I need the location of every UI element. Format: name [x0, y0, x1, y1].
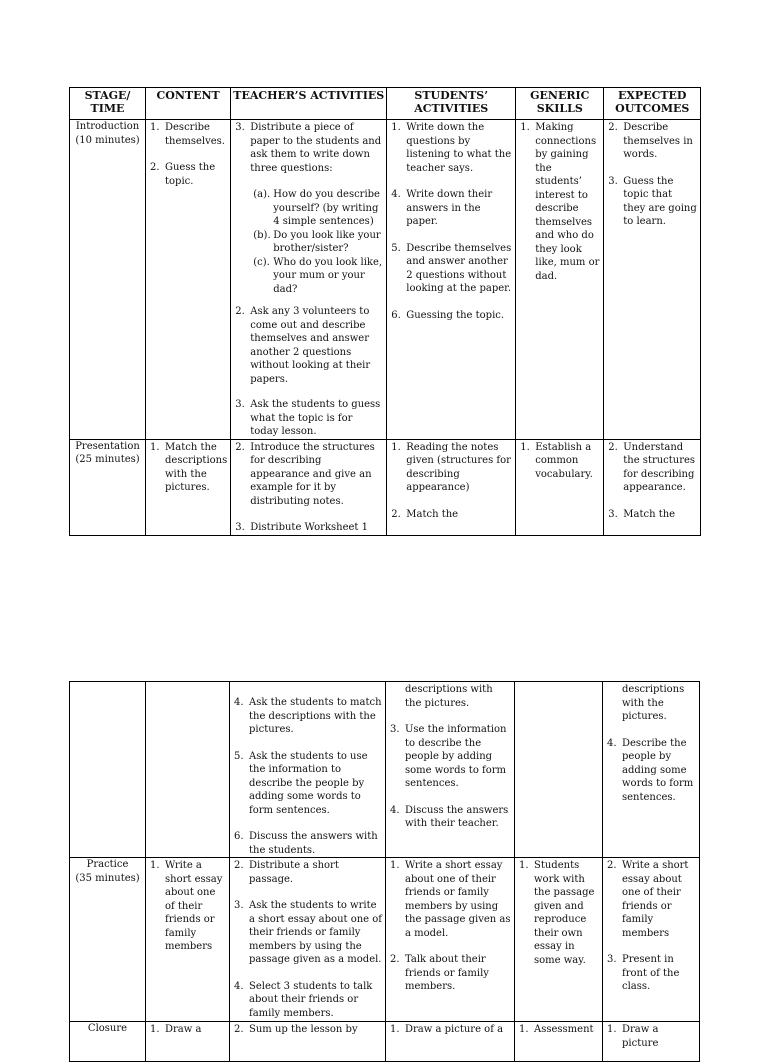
header-students: STUDENTS’ ACTIVITIES [387, 88, 516, 120]
list-item: 1. Assessment [519, 1024, 594, 1035]
continuation-stage [70, 682, 146, 858]
presentation-students [387, 439, 516, 535]
list-item: 2. Distribute a short passage. [234, 860, 339, 885]
list-item: 2. Write a short essay about one of their friends or family members [607, 860, 689, 939]
header-row [70, 88, 701, 120]
closure-students [386, 1022, 515, 1062]
continuation-content [146, 682, 230, 858]
list-item: 6. Discuss the answers with the students. [234, 831, 378, 856]
list-item: 2. Sum up the lesson by [234, 1024, 358, 1035]
closure-row [70, 1022, 700, 1062]
list-item: 5. Describe themselves and answer another 2 questions without looking at the paper. [391, 242, 512, 294]
list-item: 1. Draw a picture [607, 1024, 659, 1049]
list-item: 1. Describe themselves. [150, 122, 225, 147]
practice-teacher [230, 858, 386, 1022]
list-item: 6. Guessing the topic. [391, 309, 505, 321]
students-lead-text: descriptions with the pictures. [405, 684, 493, 709]
list-item: 3. Present in front of the class. [607, 954, 680, 992]
list-item: 3. Ask the students to write a short essay about one of their friends or family members by using the passage given as a model. [234, 900, 382, 965]
intro-students [387, 120, 516, 440]
list-item: 2. Ask any 3 volunteers to come out and describe themselves and answer another 2 questions without looking at their papers. [235, 306, 371, 385]
header-generic: GENERIC SKILLS [516, 88, 604, 120]
list-item: 5. Ask the students to use the information to describe the people by adding some words to form sentences. [234, 750, 368, 816]
outcomes-lead-text: descriptions with the pictures. [622, 684, 685, 722]
list-item: 1. Write a short essay about one of their friends or family members [150, 860, 223, 952]
intro-stage: Introduction (10 minutes) [70, 120, 146, 440]
intro-outcomes [604, 120, 701, 440]
closure-teacher [230, 1022, 386, 1062]
header-outcomes: EXPECTED OUTCOMES [604, 88, 701, 120]
list-item: 3. Guess the topic that they are going to learn. [608, 175, 697, 227]
closure-generic [515, 1022, 603, 1062]
presentation-row [70, 439, 701, 535]
intro-row [70, 120, 701, 440]
list-item: 1. Establish a common vocabulary. [520, 441, 593, 480]
presentation-content [146, 439, 231, 535]
practice-generic [515, 858, 603, 1022]
list-item: 2. Match the [391, 508, 459, 520]
list-item: 1. Making connections by gaining the students’ interest to describe themselves and who do they look like, mum or dad. [520, 122, 600, 282]
list-item: 2. Describe themselves in words. [608, 122, 693, 160]
list-item: (a). How do you describe yourself? (by writing 4 simple sentences) [253, 189, 380, 227]
list-item: 3. Ask the students to guess what the topic is for today lesson. [235, 399, 381, 437]
header-stage: STAGE/ TIME [70, 88, 146, 120]
practice-stage: Practice (35 minutes) [70, 858, 146, 1022]
list-item: (b). Do you look like your brother/sister? [253, 229, 381, 254]
list-item: 2. Understand the structures for describing appearance. [608, 441, 696, 493]
list-item: 2. Guess the topic. [150, 162, 216, 187]
lesson-plan-table-page-2 [69, 681, 700, 1062]
continuation-teacher [230, 682, 386, 858]
list-item: 4. Select 3 students to talk about their friends or family members. [234, 980, 373, 1019]
list-item: 2. Talk about their friends or family members. [390, 954, 489, 992]
presentation-outcomes [604, 439, 701, 535]
list-item: 4. Write down their answers in the paper. [391, 189, 493, 227]
continuation-outcomes [603, 682, 700, 858]
list-item: 1. Write a short essay about one of their friends or family members by using the passage given as a model. [390, 860, 511, 939]
list-item: 3. Match the [608, 508, 676, 520]
list-item: 3. Distribute Worksheet 1 [235, 522, 368, 533]
header-content: CONTENT [146, 88, 231, 120]
practice-content [146, 858, 230, 1022]
list-item: 1. Write down the questions by listening to what the teacher says. [391, 122, 512, 174]
list-item: 4. Discuss the answers with their teacher. [390, 804, 509, 829]
list-item: 1. Students work with the passage given and reproduce their own essay in some way. [519, 860, 595, 966]
list-item: 1. Draw a [150, 1024, 202, 1035]
presentation-teacher [231, 439, 387, 535]
intro-generic [516, 120, 604, 440]
list-item: 1. Match the descriptions with the pictures. [150, 441, 228, 493]
presentation-generic [516, 439, 604, 535]
list-item: 1. Draw a picture of a [390, 1024, 504, 1035]
practice-outcomes [603, 858, 700, 1022]
practice-students [386, 858, 515, 1022]
presentation-stage: Presentation (25 minutes) [70, 439, 146, 535]
list-item: 1. Reading the notes given (structures for describing appearance) [391, 441, 511, 493]
list-item: 2. Introduce the structures for describing appearance and give an example for it by distributing notes. [235, 441, 375, 507]
intro-content [146, 120, 231, 440]
list-item: 4. Ask the students to match the descriptions with the pictures. [234, 697, 382, 735]
lesson-plan-table-page-1 [69, 87, 701, 536]
list-item: 4. Describe the people by adding some words to form sentences. [607, 737, 694, 803]
closure-outcomes [603, 1022, 700, 1062]
list-item: 3. Use the information to describe the people by adding some words to form sentences. [390, 724, 507, 789]
list-item: (c). Who do you look like, your mum or your dad? [253, 256, 383, 295]
closure-content [146, 1022, 230, 1062]
continuation-generic [515, 682, 603, 858]
practice-row [70, 858, 700, 1022]
list-item: 3. Distribute a piece of paper to the students and ask them to write down three questions: [235, 122, 382, 174]
intro-teacher [231, 120, 387, 440]
header-teacher: TEACHER’S ACTIVITIES [231, 88, 387, 120]
continuation-students [386, 682, 515, 858]
continuation-row [70, 682, 700, 858]
closure-stage: Closure [70, 1022, 146, 1062]
